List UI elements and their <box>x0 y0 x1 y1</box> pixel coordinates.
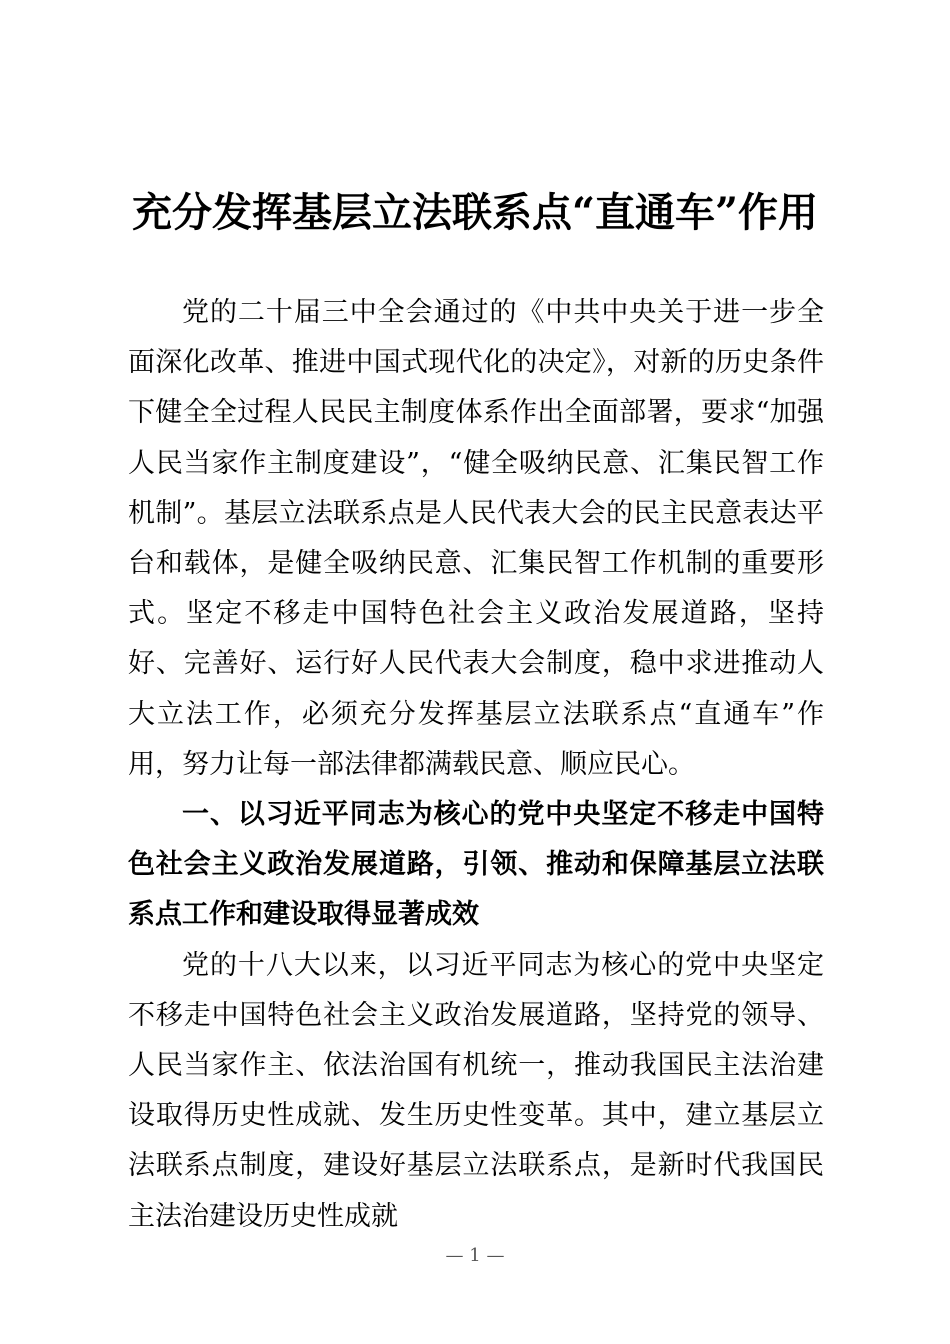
paragraph-section-1: 党的十八大以来，以习近平同志为核心的党中央坚定不移走中国特色社会主义政治发展道路，坚持党的领导、人民当家作主、依法治国有机统一，推动我国民主法治建设取得历史性成就、发生历史性变革。其中，建立基层立法联系点制度，建设好基层立法联系点，是新时代我国民主法治建设历史性成就 <box>128 949 824 1232</box>
document-body <box>128 288 824 1242</box>
paragraph-intro: 党的二十届三中全会通过的《中共中央关于进一步全面深化改革、推进中国式现代化的决定》，对新的历史条件下健全全过程人民民主制度体系作出全面部署，要求“加强人民当家作主制度建设”，“健全吸纳民意、汇集民智工作机制”。基层立法联系点是人民代表大会的民主民意表达平台和载体，是健全吸纳民意、汇集民智工作机制的重要形式。坚定不移走中国特色社会主义政治发展道路，坚持好、完善好、运行好人民代表大会制度，稳中求进推动人大立法工作，必须充分发挥基层立法联系点“直通车”作用，努力让每一部法律都满载民意、顺应民心。 <box>128 297 824 780</box>
page-number: — 1 — <box>445 1245 505 1266</box>
document-title: 充分发挥基层立法联系点“直通车”作用 <box>131 189 818 236</box>
section-heading-1: 一、以习近平同志为核心的党中央坚定不移走中国特色社会主义政治发展道路，引领、推动和保障基层立法联系点工作和建设取得显著成效 <box>128 799 824 931</box>
